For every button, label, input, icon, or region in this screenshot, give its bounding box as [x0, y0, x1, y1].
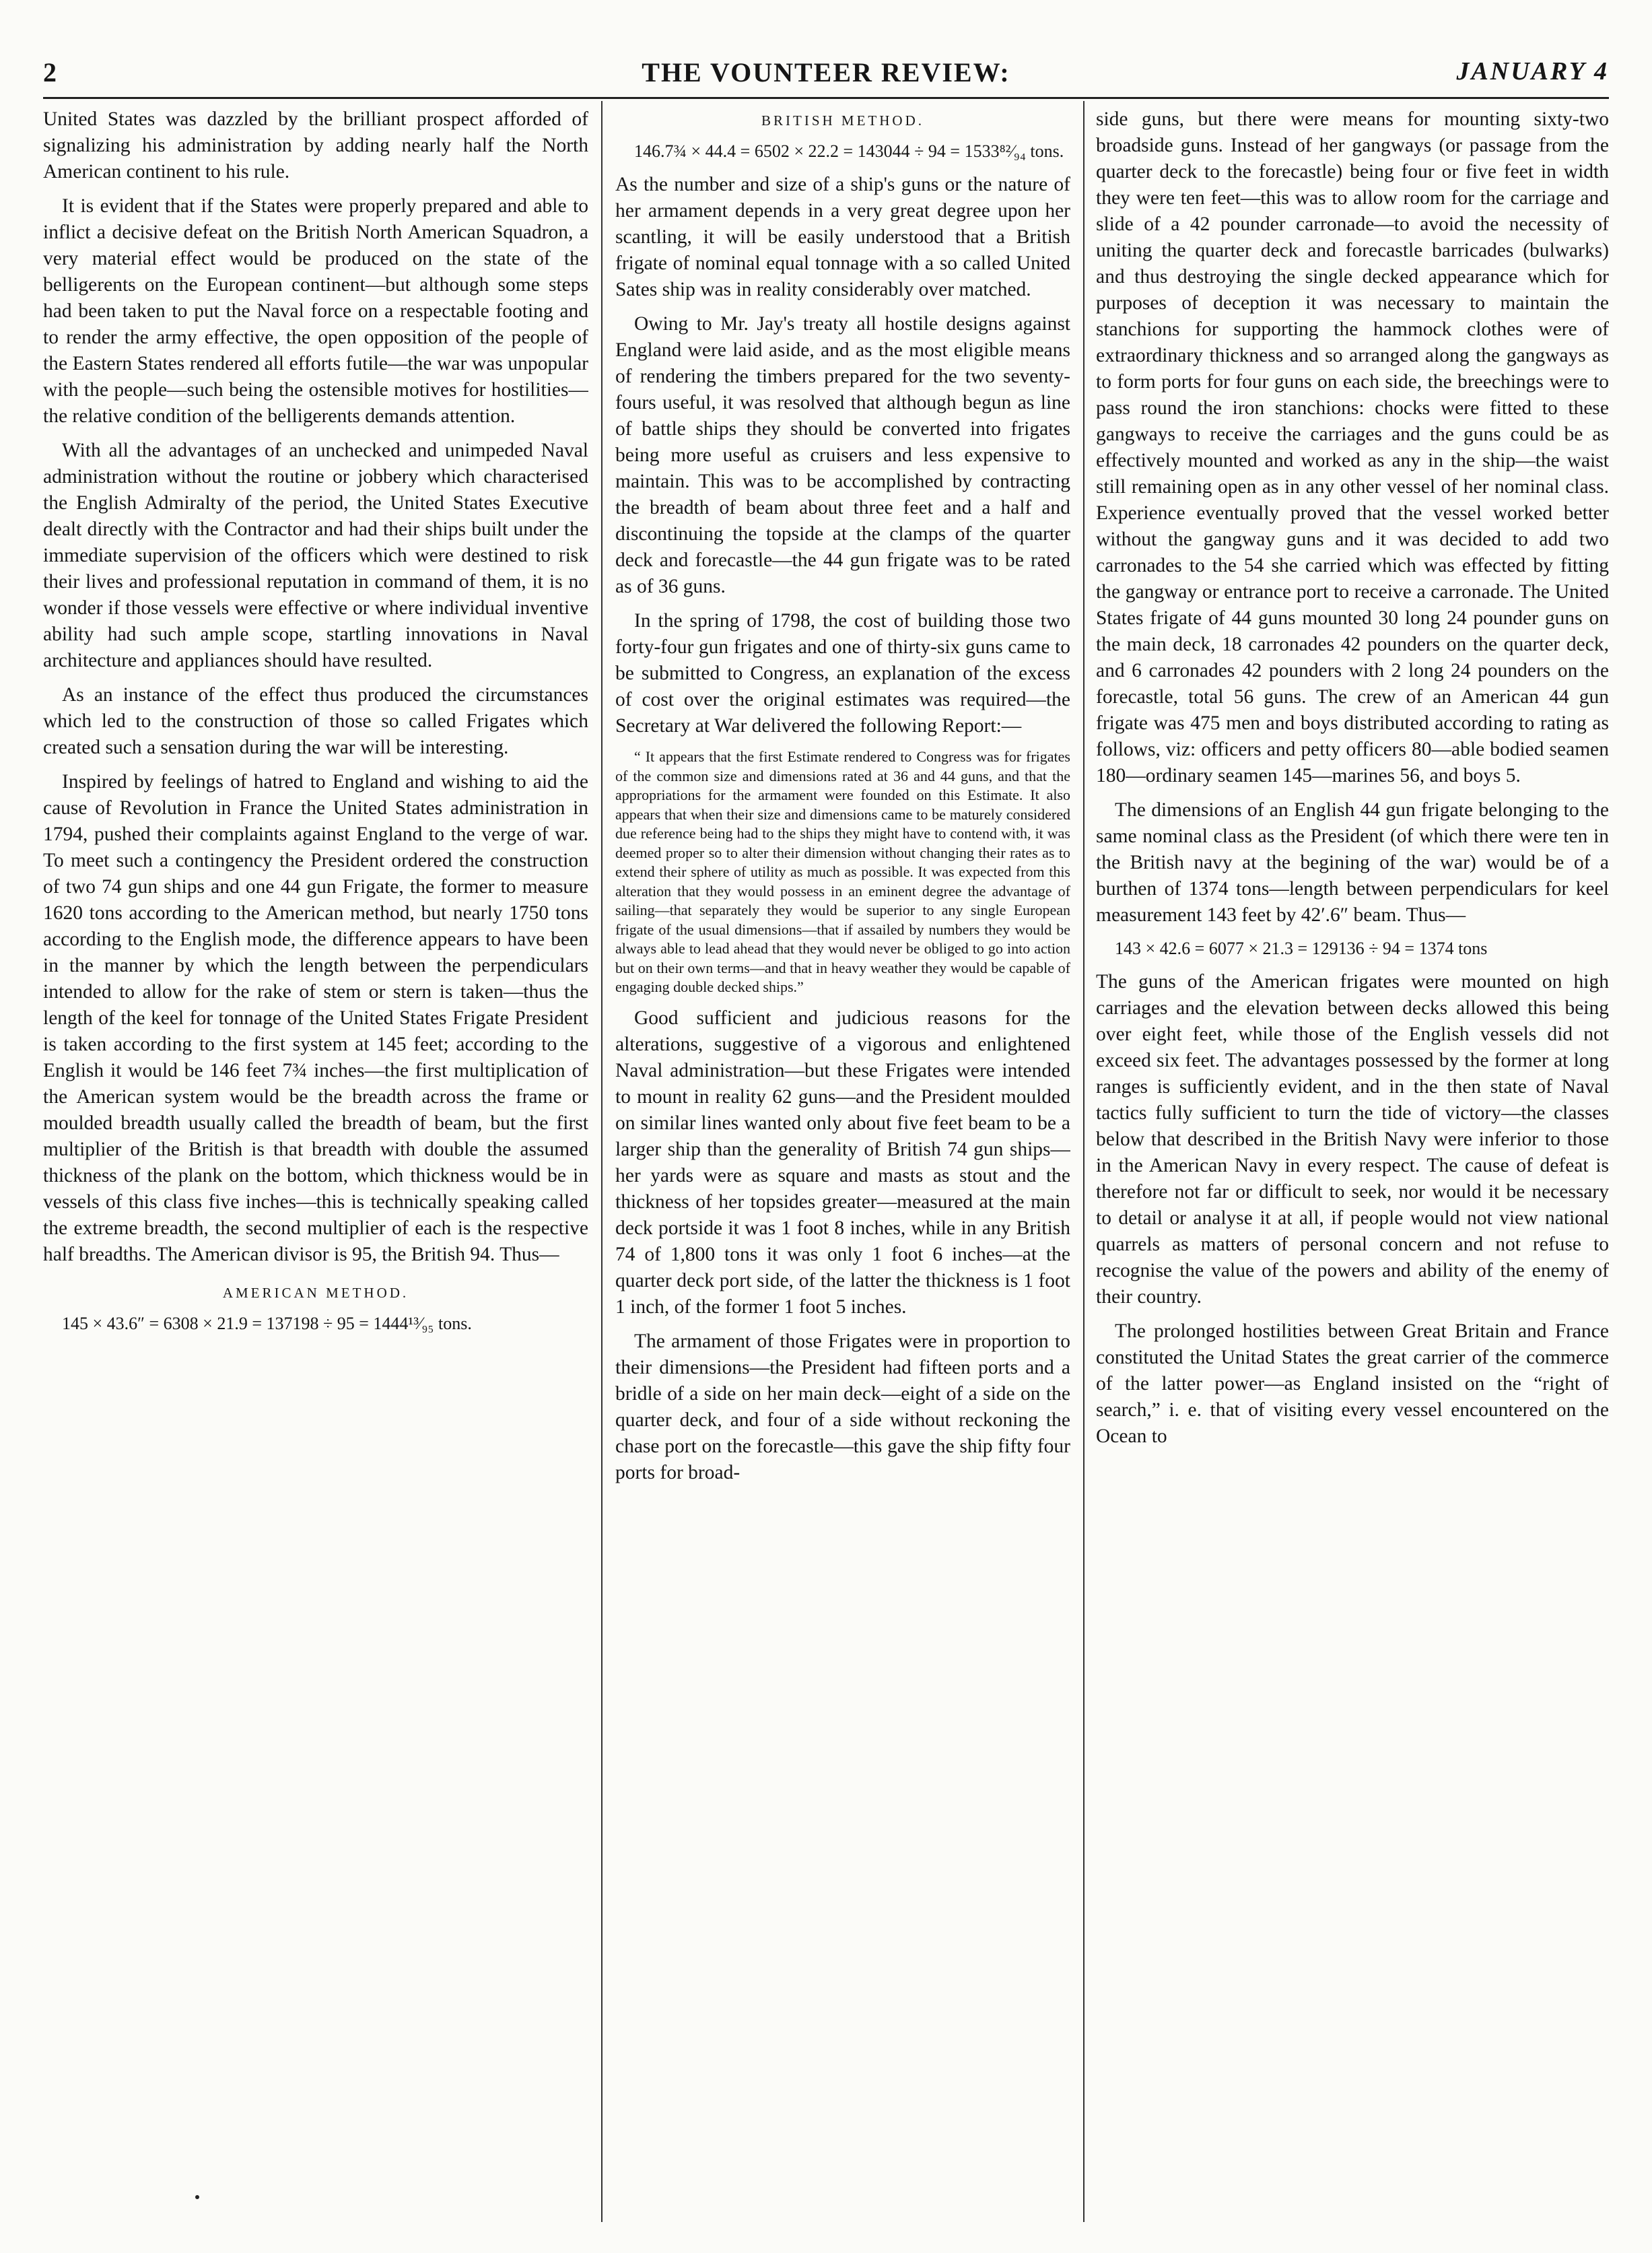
- column-3: [1096, 106, 1609, 2221]
- paragraph: It is evident that if the States were properly prepared and able to inflict a decisive defeat on the British North American Squadron, a very material effect would be produced on the state of the belligerents on the European continent—but although some steps had been taken to put the Naval force on a respectable footing and to render the army effective, the open opposition of the people of the Eastern States rendered all efforts futile—the war was unpopular with the people—such being the ostensible motives for hostilities—the relative condition of the belligerents demands attention.: [43, 195, 588, 427]
- masthead-title: THE VOUNTEER REVIEW:: [642, 57, 1010, 88]
- paragraph: With all the advantages of an unchecked and unimpeded Naval administration without the routine or jobbery which characterised the English Admiralty of the period, the United States Executive dealt directly with the Contractor and had their ships built under the immediate supervision of the officers which were destined to risk their lives and professional reputation in command of them, it is no wonder if those vessels were effective or where individual inventive ability had such ample scope, startling innovations in Naval architecture and appliances should have resulted.: [43, 440, 588, 671]
- tonnage-formula: 143 × 42.6 = 6077 × 21.3 = 129136 ÷ 94 = 1374 tons: [1115, 939, 1488, 958]
- paragraph: The armament of those Frigates were in proportion to their dimensions—the President had fifteen ports and a bridle of a side on her main deck—eight of a side on the quarter deck, and four of a side without reckoning the chase port on the forecastle—this gave the ship fifty four ports for broad-: [615, 1330, 1070, 1483]
- column-1: [43, 106, 588, 2221]
- paragraph: The prolonged hostilities between Great Britain and France constituted the Unitad States the great carrier of the commerce of the latter power—as England insisted on the “right of search,” i. e. that of visiting every vessel encountered on the Ocean to: [1096, 1320, 1609, 1447]
- report-quote: “ It appears that the first Estimate rendered to Congress was for frigates of the common size and dimensions rated at 36 and 44 guns, and that the appropriations for the armament were founded on this Estimate. It also appears that when their size and dimensions came to be maturely considered due reference being had to the ships they might have to contend with, it was deemed proper so to alter their dimension without changing their rates as to extend their sphere of utility as much as possible. It was expected from this alteration that they would possess in an eminent degree the advantage of sailing—that separately they would be superior to any single European frigate of the usual dimensions—that if assailed by numbers they would be always able to lead ahead that they would never be obliged to go into action but on their own terms—and that in heavy weather they would be capable of engaging double decked ships.”: [615, 748, 1070, 995]
- paragraph: The dimensions of an English 44 gun frigate belonging to the same nominal class as the President (of which there were ten in the British navy at the begining of the war) would be of a burthen of 1374 tons—length between perpendiculars for keel measurement 143 feet by 42′.6″ beam. Thus—: [1096, 799, 1609, 926]
- paragraph: As the number and size of a ship's guns or the nature of her armament depends in a very great degree upon her scantling, it will be easily understood that a British frigate of nominal equal tonnage with a so called United Sates ship was in reality considerably over matched.: [615, 174, 1070, 300]
- paragraph: As an instance of the effect thus produced the circumstances which led to the construction of those so called Frigates which created such a sensation during the war will be interesting.: [43, 684, 588, 758]
- page-header: [43, 57, 1609, 97]
- paragraph: Good sufficient and judicious reasons for the alterations, suggestive of a vigorous and enlightened Naval administration—but these Frigates were intended to mount in reality 62 guns—and the President moulded on similar lines wanted only about five feet beam to be a larger ship than the generality of British 74 gun ships—her yards were as square and masts as stout and the thickness of her topsides greater—measured at the main deck portside it was 1 foot 8 inches, while in any British 74 of 1,800 tons it was only 1 foot 6 inches—at the quarter deck port side, of the latter the thickness is 1 foot 1 inch, of the former 1 foot 5 inches.: [615, 1007, 1070, 1318]
- page-number: 2: [43, 57, 57, 88]
- paragraph: The guns of the American frigates were mounted on high carriages and the elevation between decks allowed this being over eight feet, while those of the English vessels did not exceed six feet. The advantages possessed by the former at long ranges is sufficiently evident, and in the then state of Naval tactics fully sufficient to turn the tide of victory—the classes below that described in the British Navy were inferior to those in the American Navy in every respect. The cause of defeat is therefore not far or difficult to seek, nor would it be necessary to detail or analyse it at all, if people would not view national quarrels as matters of personal concern and not refuse to recognise the value of the powers and ability of the enemy of their country.: [1096, 971, 1609, 1308]
- tonnage-formula: 146.7¾ × 44.4 = 6502 × 22.2 = 143044 ÷ 94 = 1533⁸²⁄₉₄ tons.: [634, 141, 1064, 161]
- section-heading: BRITISH METHOD.: [761, 112, 924, 129]
- tonnage-formula: 145 × 43.6″ = 6308 × 21.9 = 137198 ÷ 95 = 1444¹³⁄₉₅ tons.: [62, 1314, 472, 1333]
- column-divider: [1083, 101, 1085, 2222]
- paragraph: United States was dazzled by the brilliant prospect afforded of signalizing his administration by adding nearly half the North American continent to his rule.: [43, 108, 588, 182]
- issue-date: JANUARY 4: [1456, 57, 1609, 86]
- paragraph: In the spring of 1798, the cost of building those two forty-four gun frigates and one of thirty-six guns came to be submitted to Congress, an explanation of the excess of cost over the original estimates was required—the Secretary at War delivered the following Report:—: [615, 610, 1070, 737]
- paragraph: Inspired by feelings of hatred to England and wishing to aid the cause of Revolution in France the United States administration in 1794, pushed their complaints against England to the verge of war. To meet such a contingency the President ordered the construction of two 74 gun ships and one 44 gun Frigate, the former to measure 1620 tons according to the American method, but nearly 1750 tons according to the English mode, the difference appears to have been in the manner by which the length between the perpendiculars intended to allow for the rake of stem or stern is taken—thus the length of the keel for tonnage of the United States Frigate President is taken according to the first system at 145 feet; according to the English it would be 146 feet 7¾ inches—the first multiplication of the American system would be the breadth across the frame or moulded breadth usually called the breadth of beam, but the first multiplier of the British is that breadth with double the assumed thickness of the plank on the bottom, which thickness would be in vessels of this class five inches—this is technically speaking called the extreme breadth, the second multiplier of each is the respective half breadths. The American divisor is 95, the British 94. Thus—: [43, 771, 588, 1265]
- paragraph: side guns, but there were means for mounting sixty-two broadside guns. Instead of her gangways (or passage from the quarter deck to the forecastle) being four or five feet in width they were ten feet—this was to allow room for the carriage and slide of a 42 pounder carronade—to avoid the necessity of uniting the quarter deck and forecastle barricades (bulwarks) and thus destroying the single decked appearance which for purposes of deception it was necessary to maintain the stanchions for supporting the hammock clothes were of extraordinary thickness and so arranged along the gangways as to form ports for four guns on each side, the breechings were to pass round the iron stanchions: chocks were fitted to these gangways to receive the carriages and the guns could be as effectively mounted and worked as any in the ship—the waist still remaining open as in any other vessel of her nominal class. Experience eventually proved that the vessel worked better without the gangway guns and it was decided to add two carronades to the 54 she carried which was effected by fitting the gangway or entrance port to receive a carronade. The United States frigate of 44 guns mounted 30 long 24 pounder guns on the main deck, 18 carronades 42 pounders on the quarter deck, and 6 carronades 42 pounders with 2 long 24 pounders on the forecastle, total 56 guns. The crew of an American 44 gun frigate was 475 men and boys distributed according to rating as follows, viz: officers and petty officers 80—able bodied seamen 180—ordinary seamen 145—marines 56, and boys 5.: [1096, 108, 1609, 786]
- ink-speck: [195, 2195, 199, 2199]
- header-rule: [43, 97, 1609, 99]
- section-heading: AMERICAN METHOD.: [222, 1285, 409, 1301]
- column-divider: [601, 101, 603, 2222]
- column-2: [615, 106, 1070, 2221]
- paragraph: Owing to Mr. Jay's treaty all hostile designs against England were laid aside, and as the most eligible means of rendering the timbers prepared for the two seventy-fours useful, it was resolved that although begun as line of battle ships they should be converted into frigates being more useful as cruisers and less expensive to maintain. This was to be accomplished by contracting the breadth of beam about three feet and a half and discontinuing the topside at the clamps of the quarter deck and forecastle—the 44 gun frigate was to be rated as of 36 guns.: [615, 313, 1070, 597]
